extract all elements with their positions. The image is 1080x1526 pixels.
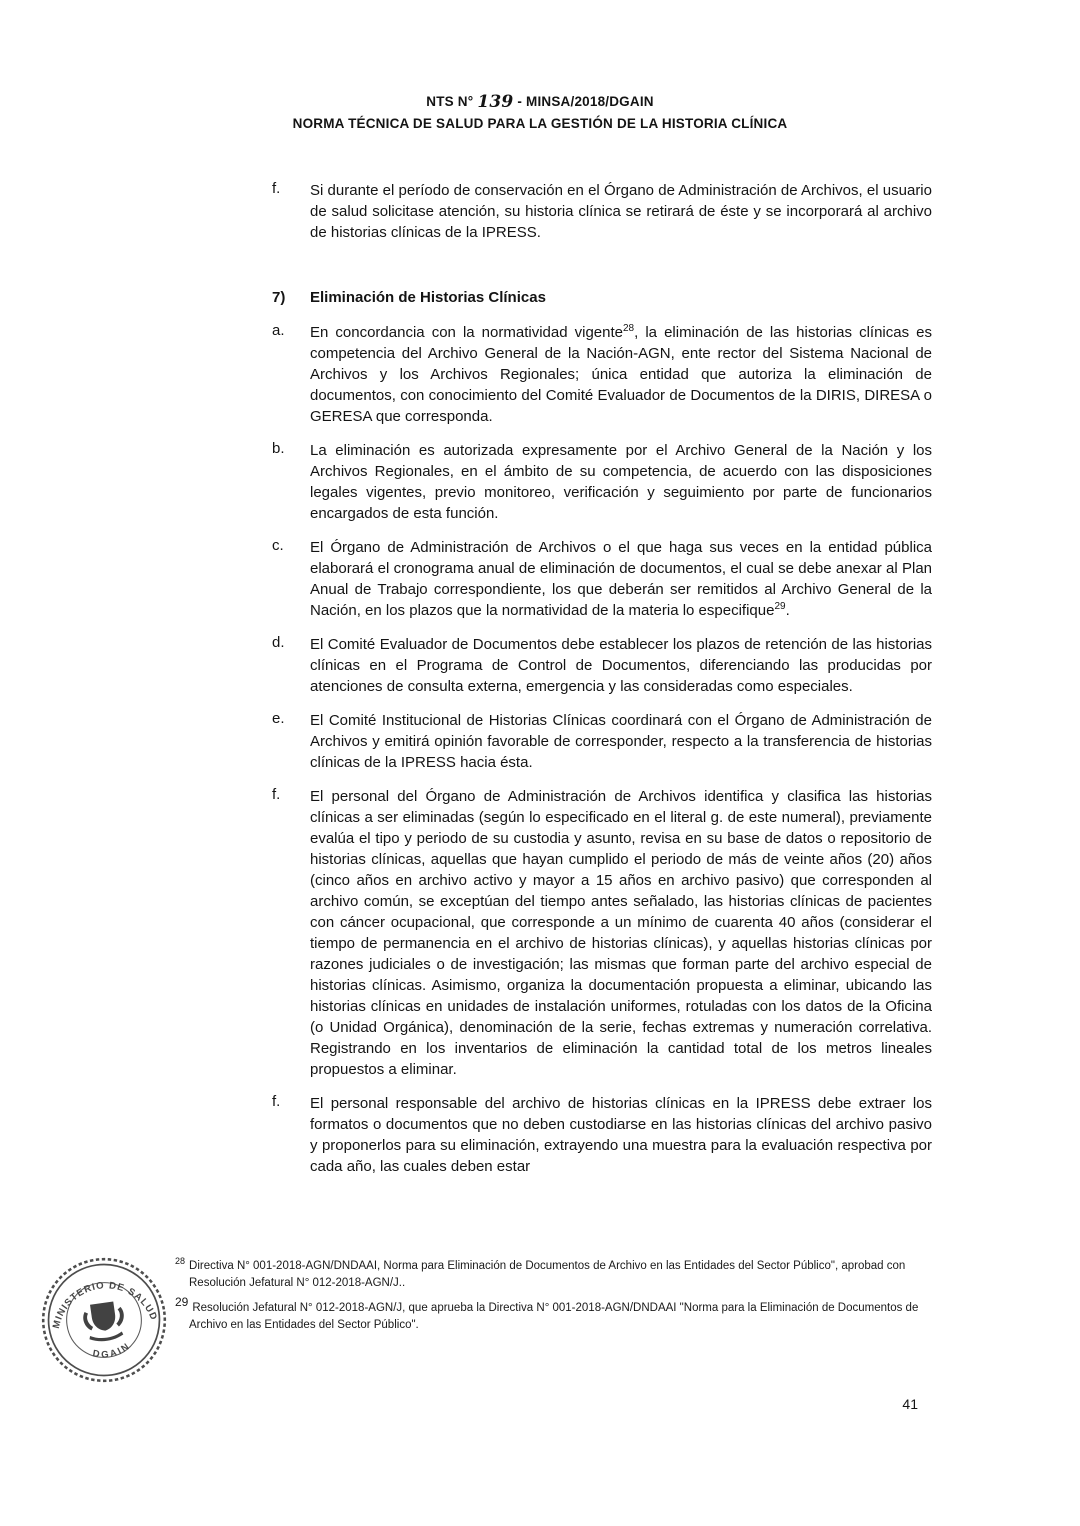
list-item-f1 [272, 786, 932, 1080]
seal-bottom-text: DGAIN [91, 1340, 134, 1361]
item-text-part1: El Comité Institucional de Historias Clínicas coordinará con el Órgano de Administración de Archivos y emitirá opinión favorable de corresponder, respecto a la transferencia de historias clínicas de la IPRESS hacia ésta. [310, 712, 932, 771]
item-text-part1: La eliminación es autorizada expresamente por el Archivo General de la Nación y los Archivos Regionales, en el ámbito de su competencia, de acuerdo con las disposiciones legales vigentes, previo monitoreo, verificación y seguimiento por parte de funcionarios encargados de esta función. [310, 442, 932, 522]
seal-top-text: MINISTERIO DE SALUD [50, 1280, 160, 1330]
item-label: f. [272, 180, 281, 197]
ministry-seal [32, 1248, 177, 1393]
item-label: f. [272, 1093, 281, 1110]
list-item-d [272, 634, 932, 697]
item-text-part1: El Comité Evaluador de Documentos debe establecer los plazos de retención de las historias clínicas en el Programa de Control de Documentos, diferenciando las producidas por atenciones de consulta externa, emergencia y las consideradas como especiales. [310, 636, 932, 695]
item-text-part1: En concordancia con la normatividad vigente [310, 324, 623, 341]
item-label: c. [272, 537, 284, 554]
nts-prefix: NTS N° [426, 94, 478, 109]
footnote-text: Resolución Jefatural N° 012-2018-AGN/J, que aprueba la Directiva N° 001-2018-AGN/DNDAAI "Norma para la Eliminación de Documentos de Archivo en las Entidades del Sector Público". [189, 1301, 919, 1331]
list-item-f2 [272, 1093, 932, 1177]
item-text [310, 322, 932, 427]
item-text-part2: , la eliminación de las historias clínicas es competencia del Archivo General de la Nación-AGN, ente rector del Sistema Nacional de Archivos y los Archivos Regionales; única entidad que autoriza la eliminación de documentos, con conocimiento del Comité Evaluador de Documentos de la DIRIS, DIRESA o GERESA que corresponda. [310, 324, 933, 425]
item-text [310, 537, 932, 621]
item-text [310, 710, 932, 773]
item-label: f. [272, 786, 281, 803]
item-text [310, 1093, 932, 1177]
list-item-b [272, 440, 932, 524]
footnotes [175, 1258, 937, 1341]
item-label: b. [272, 440, 285, 457]
item-text: Si durante el período de conservación en el Órgano de Administración de Archivos, el usuario de salud solicitase atención, su historia clínica se retirará de éste y se incorporará al archivo de historias clínicas de la IPRESS. [310, 182, 932, 241]
seal-emblem [81, 1300, 127, 1343]
header-line1 [0, 88, 1080, 114]
item-label: d. [272, 634, 285, 651]
footnote-ref: 28 [623, 323, 635, 334]
item-text-part1: El Órgano de Administración de Archivos o el que haga sus veces en la entidad pública elaborará el cronograma anual de eliminación de documentos, el cual se debe anexar al Plan Anual de Trabajo correspondiente, los que deberán ser remitidos al Archivo General de la Nación, en los plazos que la normatividad de la materia lo especifique [310, 539, 932, 619]
document-body [272, 180, 932, 1190]
list-item-c [272, 537, 932, 621]
item-text-part2: . [785, 602, 790, 619]
svg-text:DGAIN [90, 1340, 134, 1363]
section-number: 7) [272, 289, 286, 306]
list-item-e [272, 710, 932, 773]
footnote-marker: 29 [175, 1294, 189, 1309]
list-item-a [272, 322, 932, 427]
item-text [310, 786, 932, 1080]
footnote-text: Directiva N° 001-2018-AGN/DNDAAI, Norma para Eliminación de Documentos de Archivo en las Entidades del Sector Público", aprobad con Resolución Jefatural N° 012-2018-AGN/J.. [189, 1260, 906, 1290]
section-title: Eliminación de Historias Clínicas [310, 289, 546, 306]
page-number: 41 [902, 1396, 918, 1412]
item-text-part1: El personal responsable del archivo de historias clínicas en la IPRESS debe extraer los formatos o documentos que no deben custodiarse en las historias clínicas del archivo pasivo y proponerlos para su eliminación, extrayendo una muestra para la evaluación respectiva por cada año, las cuales deben estar [310, 1095, 932, 1175]
item-text [310, 440, 932, 524]
section-heading [272, 289, 932, 306]
footnote-29 [175, 1294, 937, 1335]
item-label: e. [272, 710, 285, 727]
item-label: a. [272, 322, 285, 339]
footnote-ref: 29 [774, 601, 786, 612]
list-item-intro-f [272, 180, 932, 243]
footnote-marker: 28 [175, 1256, 186, 1267]
item-text-part1: El personal del Órgano de Administración de Archivos identifica y clasifica las historias clínicas a ser eliminadas (según lo especificado en el literal g. de este numeral), previamente evalúa el tipo y periodo de su custodia y asunto, revisa en su base de datos o repositorio de historias clínicas, aquellas que hayan cumplido el periodo de más de veinte años (20) años (cinco años en archivo activo y mayor a 15 años en archivo pasivo) que corresponden al archivo común, se exceptúan del tiempo antes señalado, las historias clínicas de pacientes con cáncer ocupacional, que corresponde a un mínimo de cuarenta 40 años (considerar el tiempo de permanencia en el archivo de historias clínicas), y aquellas historias clínicas por razones judiciales o de investigación; las mismas que forman parte del archivo especial de historias clínicas. Asimismo, organiza la documentación propuesta a eliminar, ubicando las historias clínicas en unidades de instalación uniformes, rotuladas con los datos de la Oficina (o Unidad Orgánica), denominación de la serie, fechas extremas y numeración correlativa. Registrando en los inventarios de eliminación la cantidad total de los metros lineales propuestos a eliminar. [310, 788, 932, 1078]
header-line2: NORMA TÉCNICA DE SALUD PARA LA GESTIÓN DE LA HISTORIA CLÍNICA [292, 116, 788, 132]
nts-suffix: - MINSA/2018/DGAIN [513, 94, 654, 109]
document-header [0, 88, 1080, 135]
footnote-28 [175, 1258, 937, 1293]
item-text [310, 634, 932, 697]
nts-handwritten-number: 139 [477, 92, 514, 112]
